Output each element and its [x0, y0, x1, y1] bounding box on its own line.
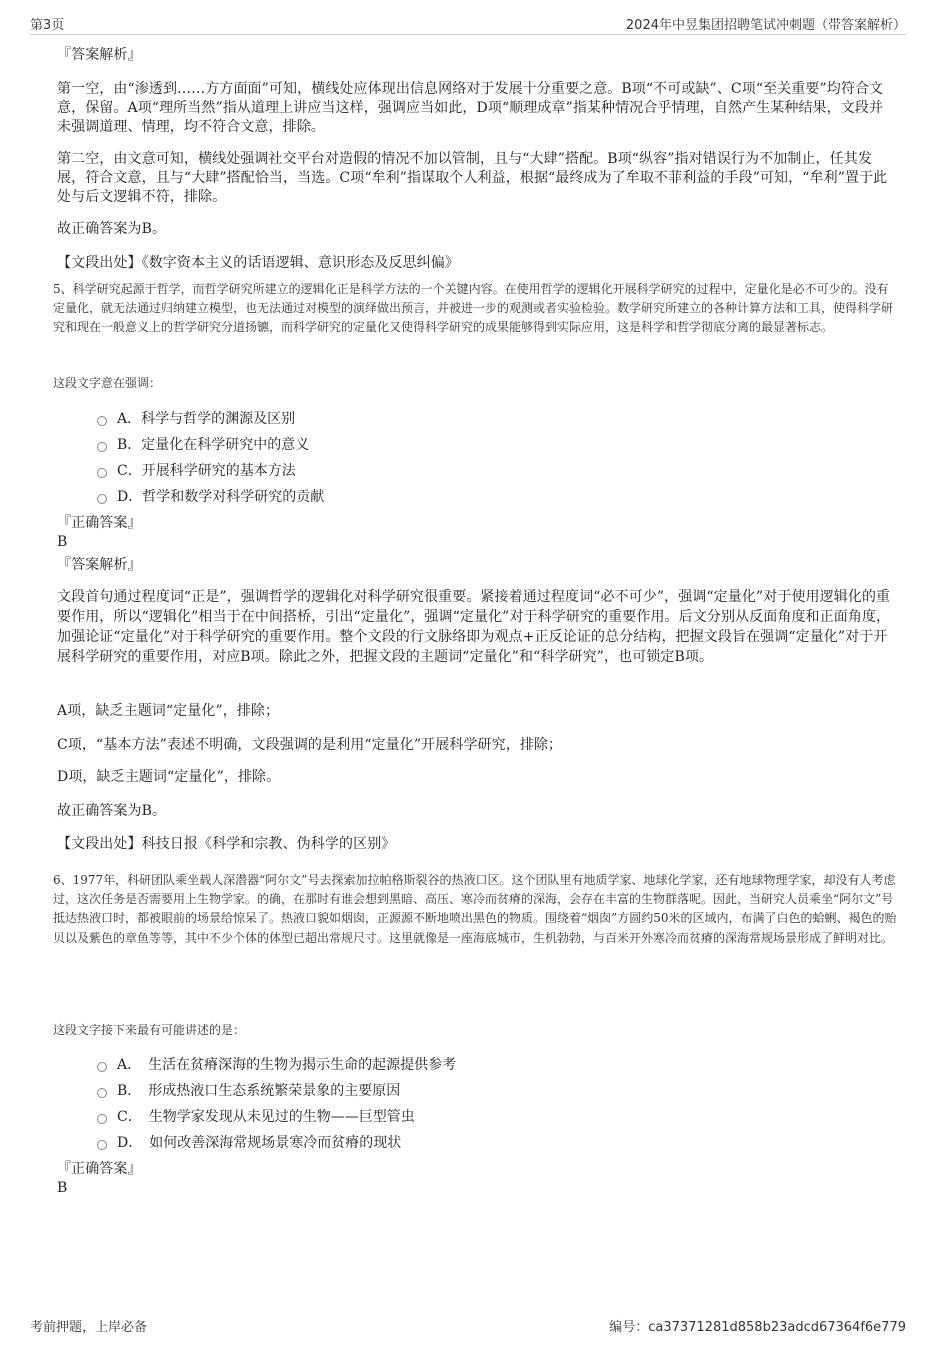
page-number: 第3页 [30, 18, 65, 33]
radio-icon[interactable] [97, 1088, 107, 1098]
radio-icon[interactable] [97, 494, 107, 504]
q5-answer-title: 『正确答案』 [57, 515, 142, 531]
radio-icon[interactable] [97, 442, 107, 452]
q5-option-c[interactable]: C．开展科学研究的基本方法 [97, 460, 296, 482]
q4-conclusion: 故正确答案为B。 [57, 221, 167, 237]
q4-source: 【文段出处】《数字资本主义的话语逻辑、意识形态及反思纠偏》 [57, 255, 459, 271]
document-title: 2024年中昱集团招聘笔试冲刺题（带答案解析） [625, 18, 906, 33]
q5-source: 【文段出处】科技日报《科学和宗教、伪科学的区别》 [57, 836, 396, 852]
q5-analysis-title: 『答案解析』 [57, 557, 142, 573]
q5-exclude-d: D项，缺乏主题词“定量化”，排除。 [57, 769, 281, 785]
footer-slogan: 考前押题，上岸必备 [30, 1320, 148, 1335]
q5-exclude-c: C项，“基本方法”表述不明确，文段强调的是利用“定量化”开展科学研究，排除； [57, 737, 563, 753]
q5-option-b[interactable]: B．定量化在科学研究中的意义 [97, 434, 309, 456]
q6-option-d[interactable]: D． 如何改善深海常规场景寒冷而贫瘠的现状 [97, 1132, 401, 1154]
q5-prompt: 这段文字意在强调： [53, 376, 162, 390]
document-id: 编号：ca37371281d858b23adcd67364f6e779 [609, 1320, 906, 1335]
q4-analysis-para1: 第一空，由“渗透到……方方面面”可知，横线处应体现出信息网络对于发展十分重要之意。B项“不可或缺”、C项“至关重要”均符合文意，保留。A项“理所当然”指从道理上讲应当这样，强调应当如此，D项“顺理成章”指某种情况合乎情理，自然产生某种结果，文段并未强调道理、情理，均不符合文意，排除。 [57, 81, 884, 135]
q6-answer-title: 『正确答案』 [57, 1161, 142, 1177]
q5-analysis: 文段首句通过程度词“正是”，强调哲学的逻辑化对科学研究很重要。紧接着通过程度词“必不可少”，强调“定量化”对于使用逻辑化的重要作用，所以“逻辑化”相当于在中间搭桥，引出“定量化”，强调“定量化”对于科学研究的重要作用。后文分别从反面角度和正面角度，加强论证“定量化”对于科学研究的重要作用。整个文段的行文脉络即为观点+正反论证的总分结构，把握文段旨在强调“定量化”对于开展科学研究的重要作用，对应B项。除此之外，把握文段的主题词“定量化”和“科学研究”，也可锁定B项。 [57, 589, 891, 665]
q5-exclude-a: A项，缺乏主题词“定量化”，排除； [57, 703, 280, 719]
page-header [30, 14, 906, 35]
page-footer [30, 1314, 906, 1336]
radio-icon[interactable] [97, 1140, 107, 1150]
q6-answer: B [57, 1180, 68, 1196]
q5-answer: B [57, 534, 68, 550]
q5-option-d[interactable]: D．哲学和数学对科学研究的贡献 [97, 486, 324, 508]
q6-option-b[interactable]: B． 形成热液口生态系统繁荣景象的主要原因 [97, 1080, 400, 1102]
radio-icon[interactable] [97, 468, 107, 478]
q5-conclusion: 故正确答案为B。 [57, 803, 167, 819]
q6-option-a[interactable]: A． 生活在贫瘠深海的生物为揭示生命的起源提供参考 [97, 1054, 456, 1076]
q4-analysis-para2: 第二空，由文意可知，横线处强调社交平台对造假的情况不加以管制，且与“大肆”搭配。B项“纵容”指对错误行为不加制止，任其发展，符合文意，且与“大肆”搭配恰当，当选。C项“牟利”指谋取个人利益，根据“最终成为了牟取不菲利益的手段”可知，“牟利”置于此处与后文逻辑不符，排除。 [57, 151, 888, 205]
q5-option-a[interactable]: A．科学与哲学的渊源及区别 [97, 408, 295, 430]
radio-icon[interactable] [97, 1114, 107, 1124]
q6-prompt: 这段文字接下来最有可能讲述的是： [53, 1023, 246, 1037]
q4-analysis-title: 『答案解析』 [57, 47, 142, 63]
q6-question: 6、1977年，科研团队乘坐载人深潜器“阿尔文”号去探索加拉帕格斯裂谷的热液口区。这个团队里有地质学家、地球化学家，还有地球物理学家，却没有人考虑过，这次任务是否需要用上生物学家。的确，在那时有谁会想到黑暗、高压、寒冷而贫瘠的深海，会存在丰富的生物群落呢。因此，当研究人员乘坐“阿尔文”号抵达热液口时，都被眼前的场景给惊呆了。热液口貌如烟囱，正源源不断地喷出黑色的物质。围绕着“烟囱”方圆约50米的区域内，布满了白色的蛤蜊、褐色的贻贝以及紫色的章鱼等等，其中不少个体的体型已超出常规尺寸。这里就像是一座海底城市，生机勃勃，与百米开外寒冷而贫瘠的深海常规场景形成了鲜明对比。 [53, 873, 897, 945]
radio-icon[interactable] [97, 1062, 107, 1072]
radio-icon[interactable] [97, 416, 107, 426]
q5-question: 5、科学研究起源于哲学，而哲学研究所建立的逻辑化正是科学方法的一个关键内容。在使用哲学的逻辑化开展科学研究的过程中，定量化是必不可少的。没有定量化，就无法通过归纳建立模型，也无法通过对模型的演绎做出预言，并被进一步的观测或者实验检验。数学研究所建立的各种计算方法和工具，使得科学研究和现在一般意义上的哲学研究分道扬镳，而科学研究的定量化又使得科学研究的成果能够得到实际应用，这是科学和哲学彻底分离的最显著标志。 [53, 282, 894, 335]
q6-option-c[interactable]: C． 生物学家发现从未见过的生物——巨型管虫 [97, 1106, 415, 1128]
